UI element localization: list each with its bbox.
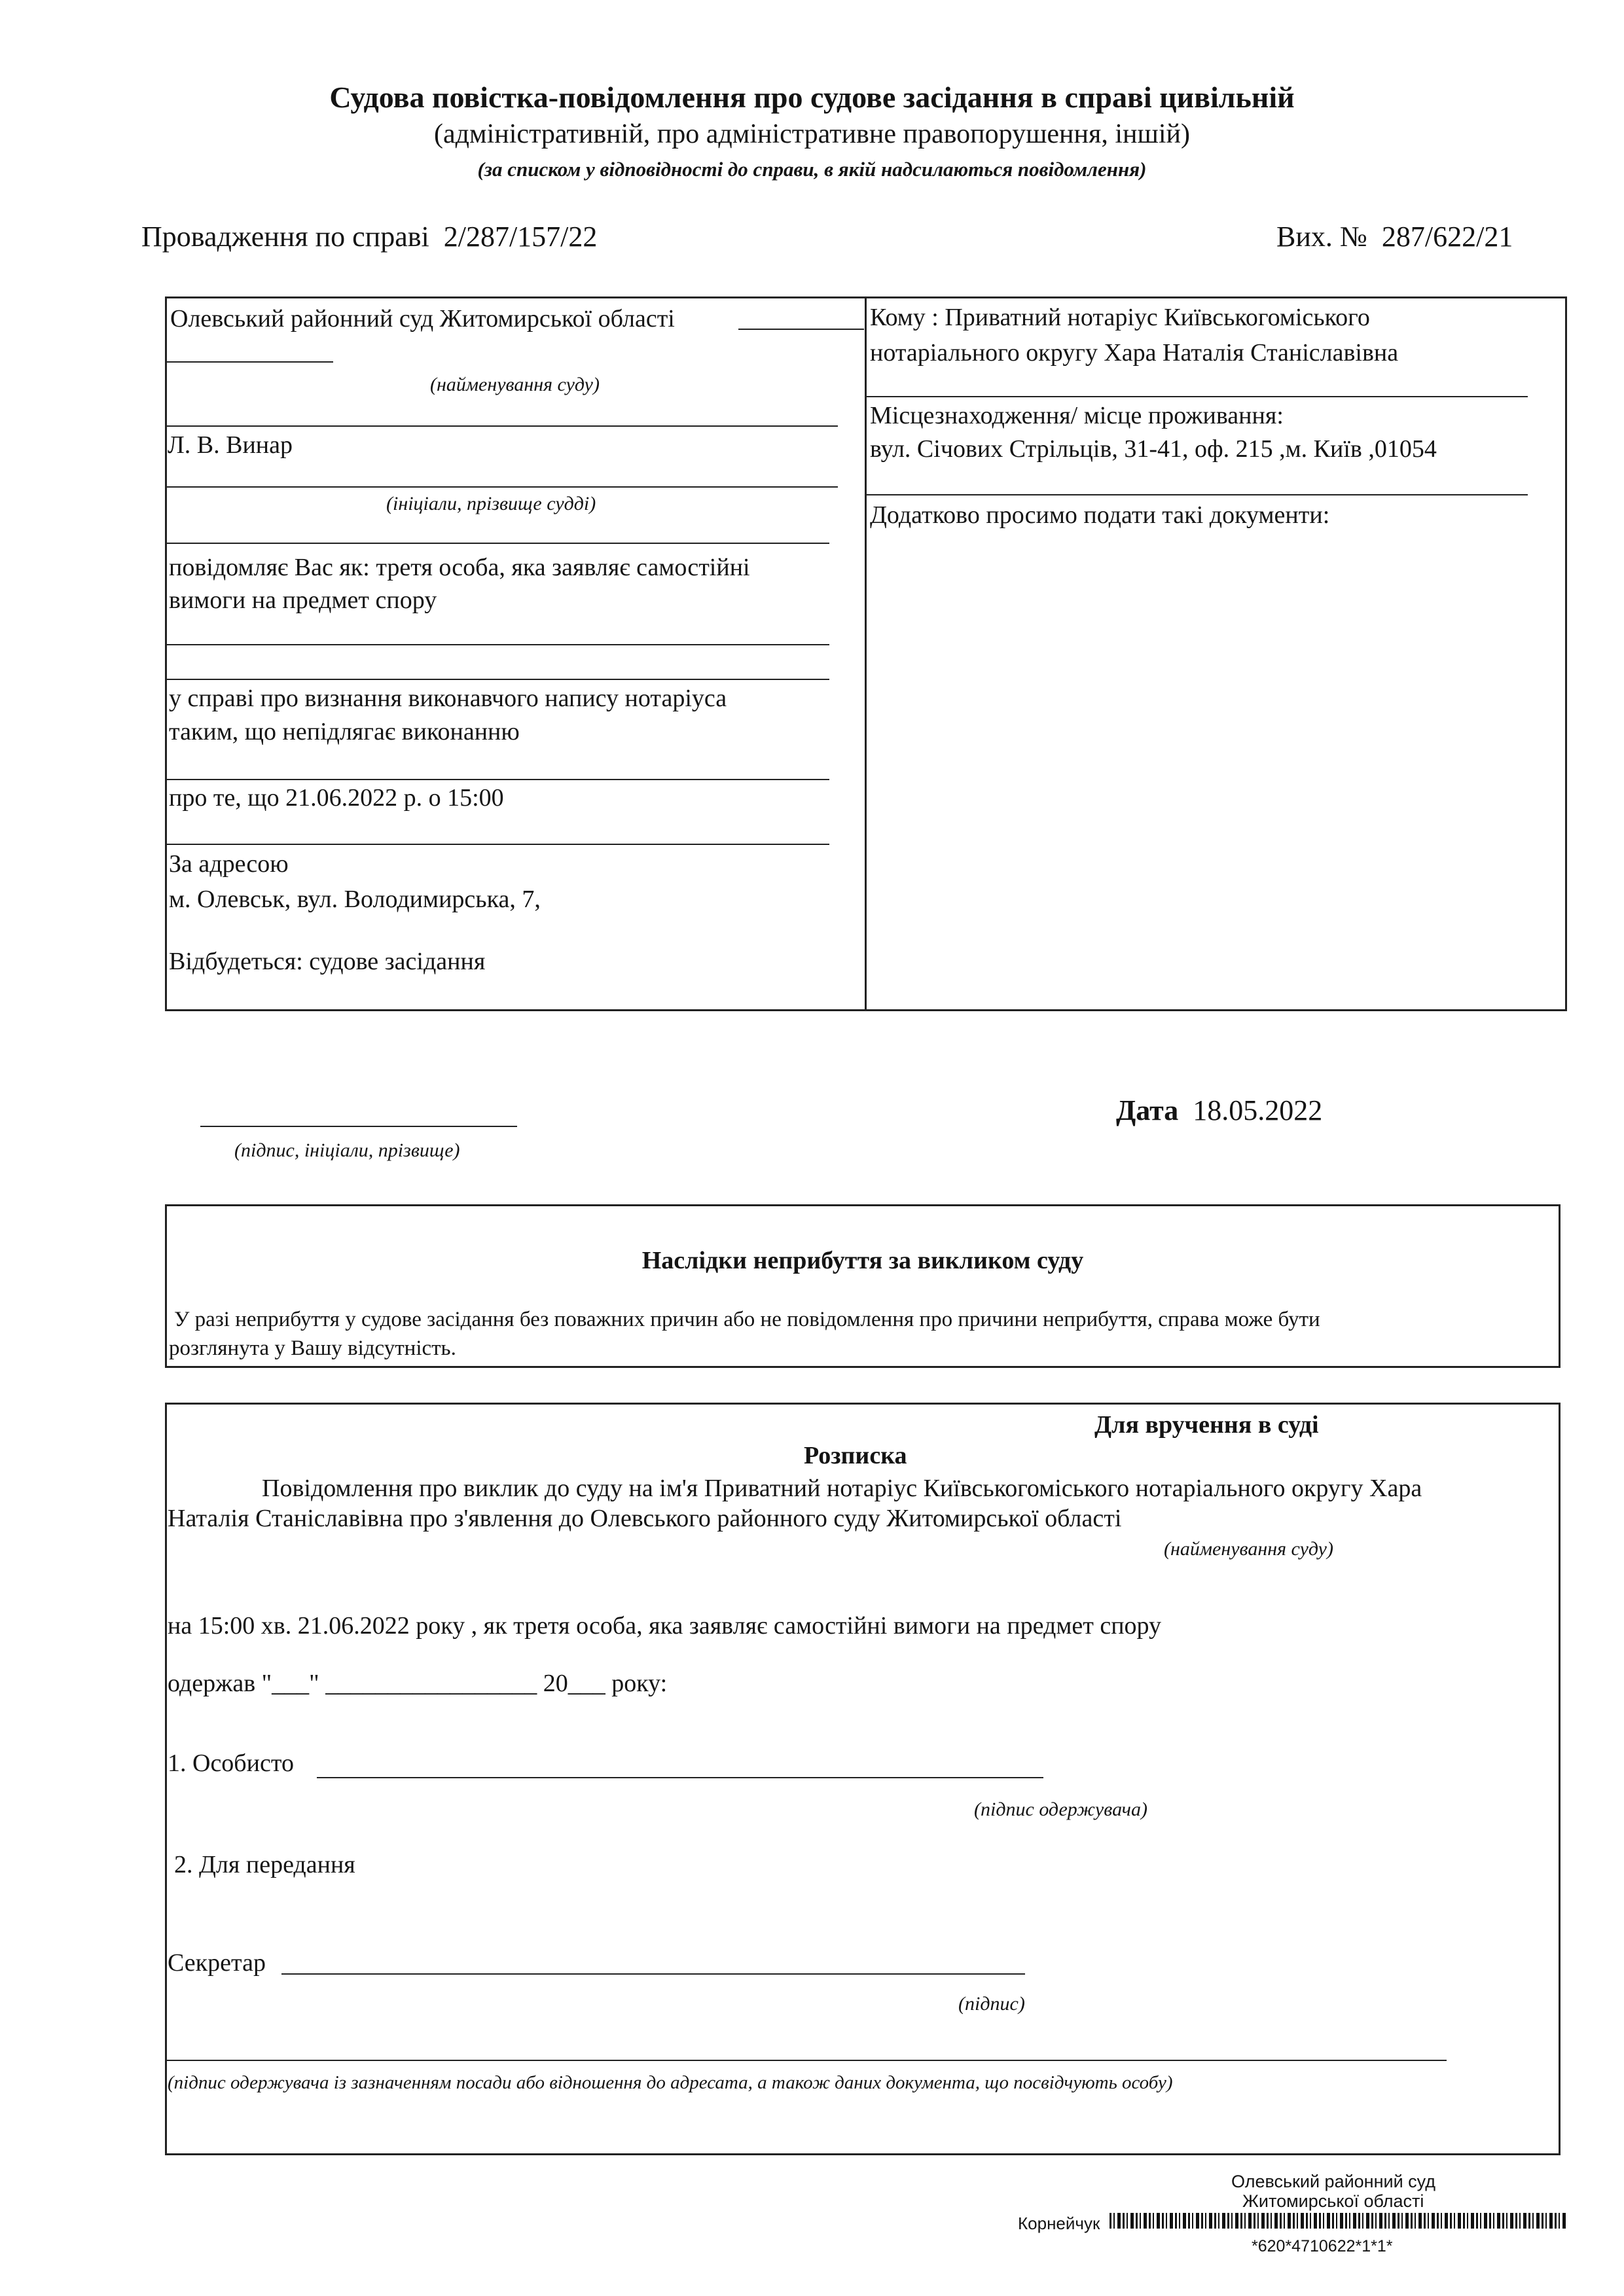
personally-label: 1. Особисто (168, 1749, 294, 1777)
proceeding-label: Провадження по справі (141, 221, 429, 253)
outgoing-label: Вих. № (1276, 221, 1367, 253)
document-title: Судова повістка-повідомлення про судове засідання в справі цивільній (329, 81, 1295, 114)
divider-line (166, 486, 838, 488)
court-name: Олевський районний суд Житомирської області (170, 305, 675, 332)
case-subject-line-2: таким, що непідлягає виконанню (169, 718, 520, 745)
outgoing-line (1276, 223, 1513, 251)
court-caption: (найменування суду) (430, 374, 600, 395)
receipt-title: Розписка (804, 1442, 907, 1469)
divider-line (166, 644, 829, 645)
stamp-court-line-1: Олевський районний суд (1231, 2172, 1436, 2191)
event-type: Відбудеться: судове засідання (169, 948, 486, 975)
document-note: (за списком у відповідності до справи, в якій надсилаються повідомлення) (477, 158, 1147, 181)
receipt-time-line: на 15:00 хв. 21.06.2022 року , як третя особа, яка заявляє самостійні вимоги на предмет спору (168, 1612, 1162, 1640)
delivery-label: Для вручення в суді (1094, 1411, 1319, 1439)
recipient-signature-caption: (підпис одержувача) (974, 1799, 1147, 1820)
divider-line (866, 396, 1528, 397)
case-subject-line-1: у справі про визнання виконавчого напису нотаріуса (169, 685, 727, 712)
location-address: вул. Січових Стрільців, 31-41, оф. 215 ,м. Київ ,01054 (870, 435, 1437, 463)
divider-line (166, 844, 829, 845)
secretary-label: Секретар (168, 1949, 266, 1977)
receipt-court-caption: (найменування суду) (1164, 1538, 1333, 1560)
divider-line (166, 425, 838, 427)
divider-line (166, 779, 829, 780)
date-label: Дата (1116, 1094, 1179, 1126)
receipt-text-1: Повідомлення про виклик до суду на ім'я Приватний нотаріус Київськогоміського нотаріального округу Хара (262, 1475, 1422, 1502)
additional-documents: Додатково просимо подати такі документи: (870, 501, 1330, 529)
divider-line (166, 543, 829, 544)
secretary-signature-line (281, 1973, 1025, 1975)
divider-line (166, 679, 829, 680)
recipient-details-line (166, 2060, 1447, 2061)
address-label: За адресою (169, 850, 289, 878)
court-address: м. Олевськ, вул. Володимирська, 7, (169, 886, 541, 913)
consequences-text-2: розглянута у Вашу відсутність. (169, 1336, 456, 1360)
transfer-label: 2. Для передання (174, 1851, 355, 1878)
hearing-datetime: про те, що 21.06.2022 р. о 15:00 (169, 784, 504, 812)
notify-as-line-1: повідомляє Вас як: третя особа, яка заявляє самостійні (169, 554, 750, 581)
secretary-signature-caption: (підпис) (958, 1993, 1025, 2015)
recipient-line-2: нотаріального округу Хара Наталія Станіславівна (870, 339, 1399, 367)
judge-caption: (ініціали, прізвище судді) (386, 493, 596, 514)
proceeding-number: 2/287/157/22 (443, 221, 598, 253)
column-divider (865, 296, 867, 1011)
divider-line (866, 494, 1528, 495)
proceeding-line (141, 223, 597, 251)
stamp-court-line-2: Житомирської області (1242, 2191, 1424, 2211)
recipient-details-caption: (підпис одержувача із зазначенням посади або відношення до адресата, а також даних документа, що посвідчують особу) (168, 2072, 1173, 2093)
notify-as-line-2: вимоги на предмет спору (169, 586, 437, 614)
received-date-line: одержав "___" _________________ 20___ року: (168, 1670, 668, 1697)
receipt-text-2: Наталія Станіславівна про з'явлення до Олевського районного суду Житомирської області (168, 1505, 1122, 1532)
location-label: Місцезнаходження/ місце проживання: (870, 402, 1284, 429)
outgoing-number: 287/622/21 (1381, 221, 1513, 253)
document-subtitle: (адміністративній, про адміністративне правопорушення, іншій) (434, 119, 1190, 149)
consequences-text-1: У разі неприбуття у судове засідання без поважних причин або не повідомлення про причини неприбуття, справа може бути (174, 1308, 1320, 1331)
personally-signature-line (317, 1777, 1043, 1778)
barcode (1110, 2213, 1568, 2229)
consequences-title: Наслідки неприбуття за викликом суду (641, 1247, 1084, 1274)
court-underline (738, 329, 864, 330)
barcode-text: *620*4710622*1*1* (1252, 2237, 1393, 2255)
date-value: 18.05.2022 (1193, 1094, 1323, 1126)
recipient-line-1: Кому : Приватний нотаріус Київськогоміського (870, 304, 1370, 331)
stamp-name: Корнейчук (1018, 2214, 1100, 2233)
signature-line (200, 1126, 517, 1127)
signature-caption: (підпис, ініціали, прізвище) (234, 1139, 460, 1161)
judge-name: Л. В. Винар (168, 431, 293, 459)
court-underline-2 (166, 361, 333, 363)
date-line (1116, 1096, 1322, 1125)
